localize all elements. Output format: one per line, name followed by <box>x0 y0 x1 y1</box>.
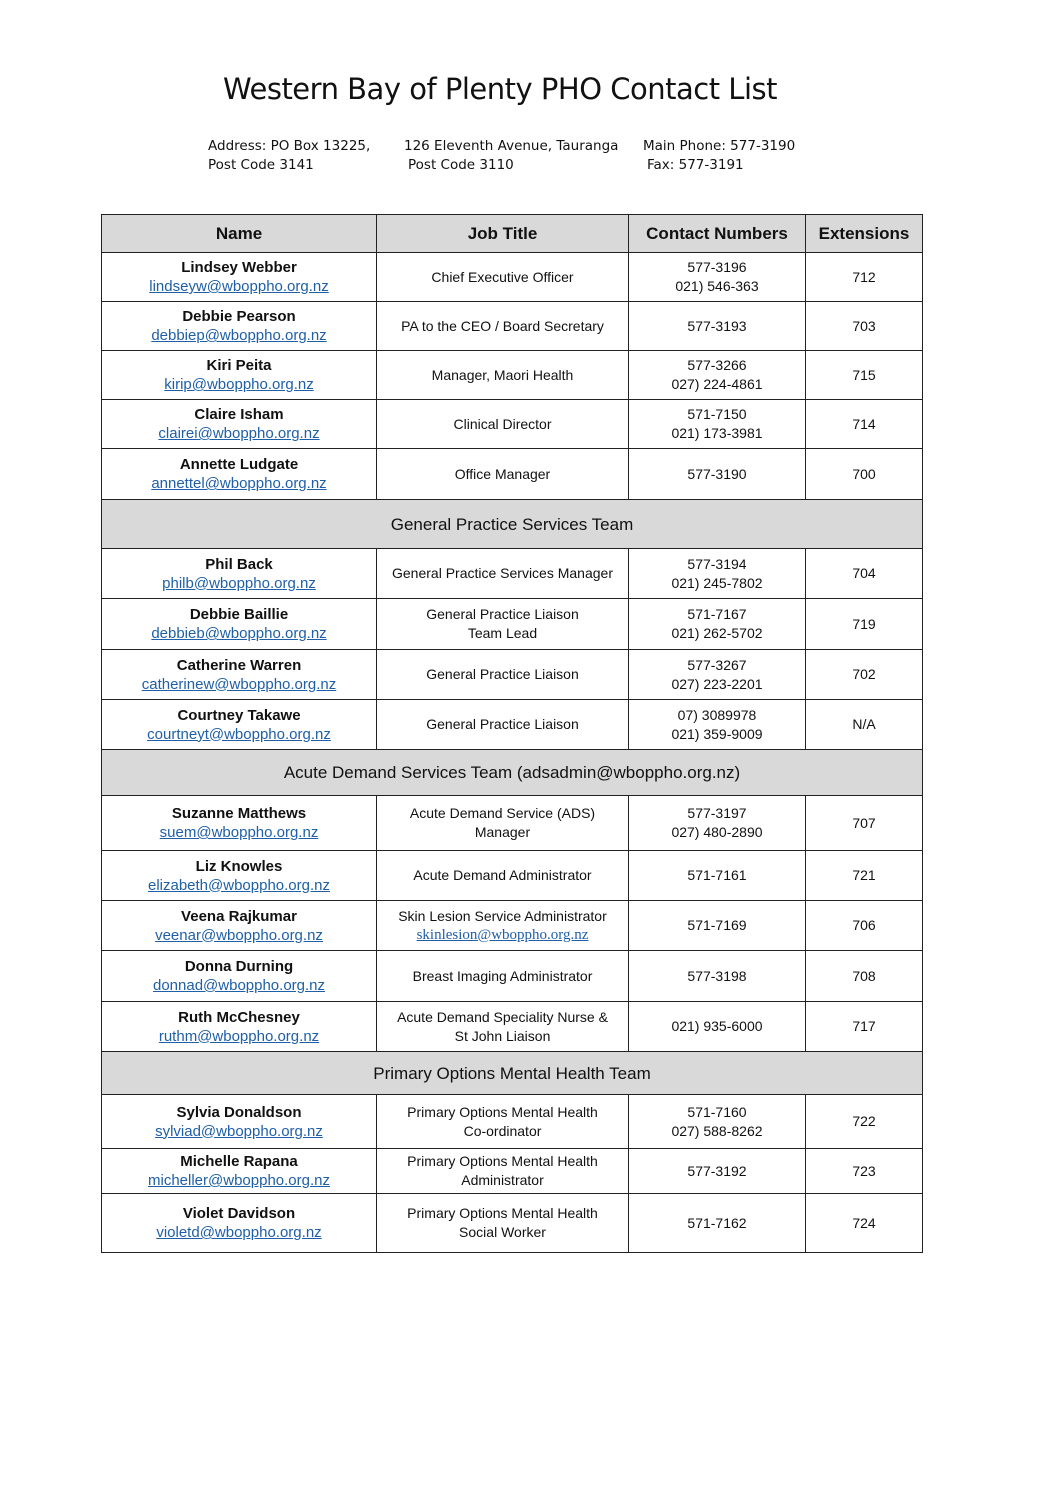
email-link[interactable]: micheller@wboppho.org.nz <box>148 1172 330 1189</box>
phone-number: 571-7162 <box>687 1214 747 1231</box>
phone-number: 021) 935-6000 <box>671 1018 763 1034</box>
section-title: General Practice Services Team <box>102 500 923 549</box>
extension-cell: 722 <box>806 1095 923 1149</box>
email-link[interactable]: kirip@wboppho.org.nz <box>164 376 314 393</box>
extension-cell: 700 <box>806 449 923 500</box>
name-cell <box>102 1095 377 1149</box>
job-title-line: Administrator <box>461 1172 544 1188</box>
table-row <box>102 1194 923 1253</box>
job-title-line: Chief Executive Officer <box>431 268 574 285</box>
phone-number: 027) 588-8262 <box>671 1122 763 1139</box>
phone-number: 577-3198 <box>687 967 747 984</box>
phone-number: 021) 262-5702 <box>671 625 763 641</box>
email-link[interactable]: catherinew@wboppho.org.nz <box>141 675 337 693</box>
contact-numbers-cell <box>629 851 806 901</box>
phone-number: 021) 173-3981 <box>671 425 763 441</box>
extension-cell: 719 <box>806 599 923 650</box>
extension-cell: N/A <box>806 700 923 750</box>
job-title-line: Clinical Director <box>453 415 552 432</box>
section-title: Primary Options Mental Health Team <box>102 1052 923 1095</box>
extension-cell: 717 <box>806 1002 923 1052</box>
contact-name: Donna Durning <box>184 958 294 975</box>
table-row <box>102 1149 923 1194</box>
contact-numbers-cell <box>629 1194 806 1253</box>
contact-name: Sylvia Donaldson <box>176 1103 302 1121</box>
address-line: Post Code 3110 <box>408 157 514 173</box>
phone-number: 577-3196 <box>687 259 747 275</box>
name-cell <box>102 599 377 650</box>
job-title-line: General Practice Liaison <box>426 606 579 622</box>
job-title-line: Primary Options Mental Health <box>407 1103 598 1120</box>
job-title-line: Manager <box>474 824 531 840</box>
email-link[interactable]: veenar@wboppho.org.nz <box>155 926 323 944</box>
name-cell <box>102 951 377 1002</box>
contact-name: Courtney Takawe <box>177 706 301 724</box>
address-line: Fax: 577-3191 <box>647 157 744 173</box>
table-header-row <box>102 215 923 253</box>
name-cell <box>102 400 377 449</box>
phone-number: 571-7150 <box>687 406 747 422</box>
contact-name: Kiri Peita <box>206 357 272 374</box>
job-title-line: St John Liaison <box>454 1027 551 1044</box>
section-title: Acute Demand Services Team (adsadmin@wboppho.org.nz) <box>102 750 923 796</box>
phone-number: 571-7169 <box>687 917 747 933</box>
phone-number: 571-7160 <box>687 1103 747 1120</box>
job-title-cell <box>377 1194 629 1253</box>
postal-address <box>208 137 370 175</box>
job-title-line: Social Worker <box>459 1224 546 1240</box>
email-link[interactable]: lindseyw@wboppho.org.nz <box>149 278 329 295</box>
phone-number: 021) 546-363 <box>675 278 759 294</box>
table-row <box>102 796 923 851</box>
address-line: Main Phone: 577-3190 <box>643 138 796 154</box>
name-cell <box>102 351 377 400</box>
page-title: Western Bay of Plenty PHO Contact List <box>223 72 777 106</box>
phone-number: 577-3193 <box>687 317 747 334</box>
phone-number: 027) 223-2201 <box>671 675 763 692</box>
extension-cell: 706 <box>806 901 923 951</box>
job-title-line: General Practice Liaison <box>426 716 579 732</box>
table-row <box>102 599 923 650</box>
job-title-cell <box>377 796 629 851</box>
table-row <box>102 901 923 951</box>
job-title-cell <box>377 599 629 650</box>
table-row <box>102 1095 923 1149</box>
table-row <box>102 951 923 1002</box>
contact-numbers-cell <box>629 351 806 400</box>
job-title-line: Acute Demand Administrator <box>413 867 592 883</box>
email-link[interactable]: courtneyt@wboppho.org.nz <box>147 725 331 743</box>
job-title-line: Primary Options Mental Health <box>407 1153 598 1169</box>
table-body <box>102 253 923 1253</box>
contact-numbers-cell <box>629 700 806 750</box>
table-row <box>102 549 923 599</box>
job-title-line: Skin Lesion Service Administrator <box>398 907 607 924</box>
address-line: 126 Eleventh Avenue, Tauranga <box>404 138 619 154</box>
name-cell <box>102 851 377 901</box>
extension-cell: 723 <box>806 1149 923 1194</box>
table-row <box>102 400 923 449</box>
contact-name: Violet Davidson <box>182 1205 296 1222</box>
job-title-line: Acute Demand Speciality Nurse & <box>397 1008 608 1025</box>
job-title-cell <box>377 302 629 351</box>
job-title-cell <box>377 650 629 700</box>
extension-cell: 714 <box>806 400 923 449</box>
name-cell <box>102 1002 377 1052</box>
job-title-cell <box>377 851 629 901</box>
contact-name: Liz Knowles <box>195 857 283 875</box>
contact-name: Lindsey Webber <box>181 259 297 276</box>
name-cell <box>102 253 377 302</box>
phone-number: 027) 480-2890 <box>671 824 763 840</box>
name-cell <box>102 1149 377 1194</box>
contact-numbers-cell <box>629 302 806 351</box>
phone-number: 577-3267 <box>687 656 747 673</box>
phone-number: 571-7167 <box>687 606 747 622</box>
job-title-cell <box>377 400 629 449</box>
table-row <box>102 1002 923 1052</box>
contact-numbers-cell <box>629 1002 806 1052</box>
header-job-title: Job Title <box>377 215 629 253</box>
phone-number: 021) 245-7802 <box>671 574 763 591</box>
job-title-line: PA to the CEO / Board Secretary <box>401 317 604 334</box>
phone-fax <box>643 137 795 175</box>
contact-table <box>101 214 923 1253</box>
job-title-line: Co-ordinator <box>463 1122 542 1139</box>
name-cell <box>102 549 377 599</box>
street-address <box>404 137 618 175</box>
extension-cell: 708 <box>806 951 923 1002</box>
name-cell <box>102 302 377 351</box>
contact-name: Debbie Baillie <box>189 606 289 623</box>
extension-cell: 715 <box>806 351 923 400</box>
job-title-line: Primary Options Mental Health <box>407 1205 598 1221</box>
contact-name: Catherine Warren <box>176 656 302 674</box>
email-link[interactable]: clairei@wboppho.org.nz <box>158 425 320 442</box>
email-link[interactable]: debbiep@wboppho.org.nz <box>151 327 327 344</box>
phone-number: 577-3197 <box>687 805 747 821</box>
contact-name: Ruth McChesney <box>178 1008 300 1026</box>
contact-numbers-cell <box>629 253 806 302</box>
phone-number: 571-7161 <box>687 867 747 883</box>
header-name: Name <box>102 215 377 253</box>
email-link[interactable]: elizabeth@wboppho.org.nz <box>147 876 330 894</box>
contact-numbers-cell <box>629 1095 806 1149</box>
contact-numbers-cell <box>629 650 806 700</box>
job-title-line: Breast Imaging Administrator <box>412 967 593 984</box>
phone-number: 07) 3089978 <box>677 706 757 723</box>
phone-number: 027) 224-4861 <box>671 376 763 392</box>
job-title-line: General Practice Liaison <box>426 666 579 682</box>
section-header-row <box>102 750 923 796</box>
contact-name: Claire Isham <box>194 406 284 423</box>
contact-name: Debbie Pearson <box>182 308 296 325</box>
contact-name: Phil Back <box>205 555 273 573</box>
email-link[interactable]: suem@wboppho.org.nz <box>159 824 319 841</box>
name-cell <box>102 796 377 851</box>
job-title-line: Acute Demand Service (ADS) <box>409 805 596 821</box>
header-contact-numbers: Contact Numbers <box>629 215 806 253</box>
header-extensions: Extensions <box>806 215 923 253</box>
name-cell <box>102 449 377 500</box>
contact-numbers-cell <box>629 796 806 851</box>
contact-numbers-cell <box>629 951 806 1002</box>
job-title-cell <box>377 1149 629 1194</box>
table-row <box>102 650 923 700</box>
job-title-cell <box>377 449 629 500</box>
contact-numbers-cell <box>629 549 806 599</box>
job-title-cell <box>377 1095 629 1149</box>
job-title-line: Team Lead <box>467 625 538 641</box>
table-row <box>102 351 923 400</box>
extension-cell: 712 <box>806 253 923 302</box>
address-line: Address: PO Box 13225, <box>208 138 371 154</box>
contact-name: Michelle Rapana <box>180 1153 298 1170</box>
extension-cell: 704 <box>806 549 923 599</box>
table-row <box>102 851 923 901</box>
email-link[interactable]: ruthm@wboppho.org.nz <box>158 1027 320 1045</box>
phone-number: 021) 359-9009 <box>671 725 763 742</box>
job-title-cell <box>377 1002 629 1052</box>
email-link[interactable]: annettel@wboppho.org.nz <box>151 475 327 492</box>
extension-cell: 702 <box>806 650 923 700</box>
email-link[interactable]: debbieb@wboppho.org.nz <box>151 625 327 642</box>
table-row <box>102 700 923 750</box>
name-cell <box>102 700 377 750</box>
contact-numbers-cell <box>629 400 806 449</box>
job-title-cell <box>377 351 629 400</box>
table-row <box>102 449 923 500</box>
contact-numbers-cell <box>629 1149 806 1194</box>
email-link[interactable]: skinlesion@wboppho.org.nz <box>416 926 589 943</box>
extension-cell: 707 <box>806 796 923 851</box>
contact-name: Suzanne Matthews <box>171 805 307 822</box>
extension-cell: 703 <box>806 302 923 351</box>
name-cell <box>102 901 377 951</box>
table-row <box>102 302 923 351</box>
email-link[interactable]: donnad@wboppho.org.nz <box>152 977 326 994</box>
contact-name: Veena Rajkumar <box>181 907 297 925</box>
section-header-row <box>102 500 923 549</box>
table-row <box>102 253 923 302</box>
email-link[interactable]: philb@wboppho.org.nz <box>162 574 316 592</box>
job-title-line: Manager, Maori Health <box>431 366 574 383</box>
contact-name: Annette Ludgate <box>179 456 299 473</box>
job-title-cell <box>377 951 629 1002</box>
contact-numbers-cell <box>629 449 806 500</box>
contact-numbers-cell <box>629 901 806 951</box>
extension-cell: 721 <box>806 851 923 901</box>
job-title-line: General Practice Services Manager <box>392 565 613 581</box>
phone-number: 577-3194 <box>687 555 747 572</box>
contact-numbers-cell <box>629 599 806 650</box>
phone-number: 577-3192 <box>687 1162 747 1179</box>
job-title-cell <box>377 901 629 951</box>
job-title-cell <box>377 253 629 302</box>
email-link[interactable]: violetd@wboppho.org.nz <box>156 1224 322 1241</box>
phone-number: 577-3266 <box>687 357 747 373</box>
job-title-line: Office Manager <box>454 465 551 482</box>
section-header-row <box>102 1052 923 1095</box>
name-cell <box>102 1194 377 1253</box>
name-cell <box>102 650 377 700</box>
address-line: Post Code 3141 <box>208 157 314 173</box>
extension-cell: 724 <box>806 1194 923 1253</box>
job-title-cell <box>377 700 629 750</box>
job-title-cell <box>377 549 629 599</box>
phone-number: 577-3190 <box>687 465 747 482</box>
email-link[interactable]: sylviad@wboppho.org.nz <box>155 1122 323 1140</box>
